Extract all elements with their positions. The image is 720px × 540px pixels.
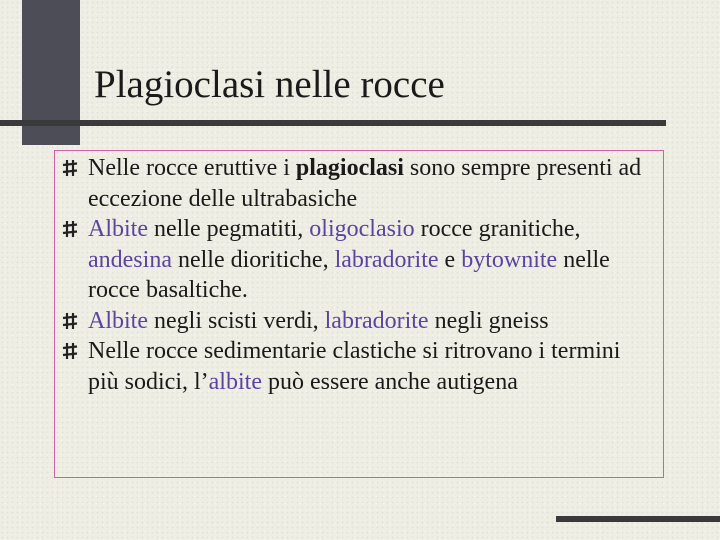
bullet-item xyxy=(62,214,652,306)
hash-bullet-icon xyxy=(62,220,78,238)
title-divider xyxy=(0,120,666,126)
bullet-text: nelle dioritiche, xyxy=(171,246,335,273)
term-albite: Albite xyxy=(88,307,148,334)
term-bytownite: bytownite xyxy=(461,246,558,273)
bullet-text: Nelle rocce sedimentarie clastiche si ritrovano i termini più sodici, l’ xyxy=(88,338,621,395)
bullet-text: rocce granitiche, xyxy=(414,216,581,242)
bullet-text: può essere anche autigena xyxy=(261,368,518,395)
slide-title: Plagioclasi nelle rocce xyxy=(94,63,445,106)
hash-bullet-icon xyxy=(62,342,78,360)
footer-divider xyxy=(556,516,720,522)
term-oligoclasio: oligoclasio xyxy=(309,216,415,242)
hash-bullet-icon xyxy=(62,159,78,177)
bullet-text: negli gneiss xyxy=(428,307,549,334)
bullet-text: Nelle rocce eruttive i xyxy=(88,155,296,181)
term-albite: Albite xyxy=(88,216,148,242)
bullet-text: sono sempre presenti ad eccezione delle ultrabasiche xyxy=(88,155,642,212)
term-plagioclasi: plagioclasi xyxy=(295,155,404,181)
bullet-text: e xyxy=(438,246,462,273)
term-labradorite: labradorite xyxy=(324,307,429,334)
bullet-item xyxy=(62,306,652,337)
term-andesina: andesina xyxy=(88,246,172,273)
bullet-item xyxy=(62,153,652,214)
term-labradorite: labradorite xyxy=(334,246,439,273)
bullet-text: negli scisti verdi, xyxy=(148,307,325,334)
hash-bullet-icon xyxy=(62,312,78,330)
bullet-text: nelle pegmatiti, xyxy=(148,216,310,242)
bullet-text: nelle rocce basaltiche. xyxy=(88,246,610,303)
bullet-list xyxy=(62,153,652,397)
term-albite: albite xyxy=(208,368,262,395)
bullet-item xyxy=(62,336,652,397)
